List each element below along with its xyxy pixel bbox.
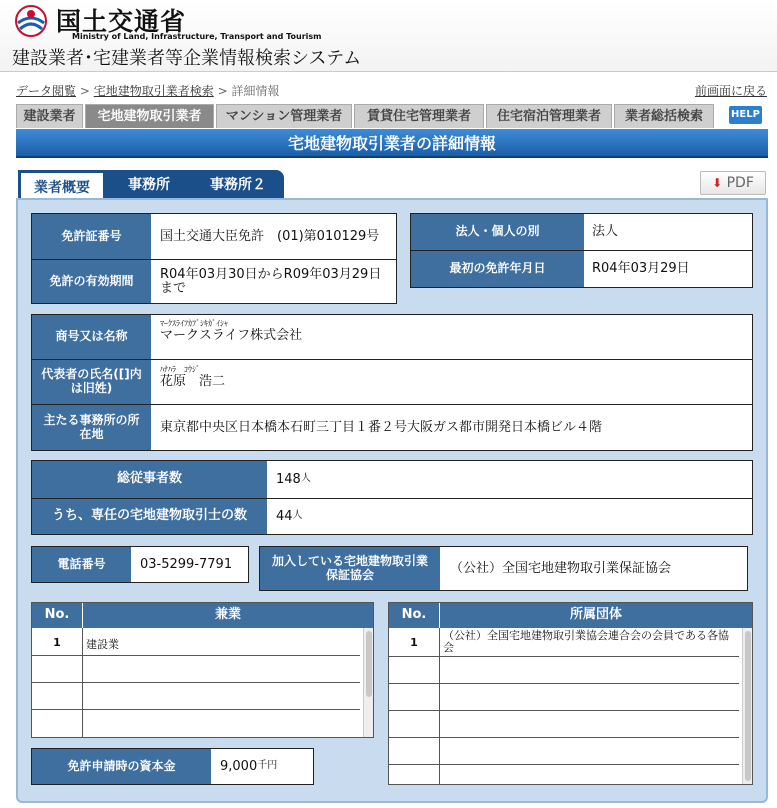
tab-real-estate[interactable]: 宅地建物取引業者 [85,104,214,128]
breadcrumb-separator: > [79,84,90,98]
association-box [259,546,748,591]
entity-box [410,213,753,288]
company-name-value: マークスライフ株式会社 [160,328,303,343]
tab-general-search[interactable]: 業者総括検索 [614,104,714,128]
tab-lodging-management[interactable]: 住宅宿泊管理業者 [486,104,612,128]
site-header [0,0,777,72]
dedicated-agents-label: うち、専任の宅地建物取引士の数 [32,499,267,534]
entity-type-label: 法人・個人の別 [411,214,584,250]
affiliations-row-name: （公社）全国宅地建物取引業協会連合会の会員である各協会 [443,629,729,654]
main-office-value: 東京都中央区日本橋本石町三丁目１番２号大阪ガス都市開発日本橋ビル４階 [160,419,603,435]
subtab-office[interactable]: 事務所 [106,170,192,200]
back-link[interactable]: 前画面に戻る [694,84,767,98]
total-staff-value: 148 [276,471,301,487]
pdf-button[interactable] [700,171,766,195]
company-box [31,314,753,451]
company-name-label: 商号又は名称 [32,315,151,359]
license-number-value: 国土交通大臣免許 (01)第010129号 [160,228,380,244]
breadcrumb-separator: > [217,84,228,98]
total-staff-unit: 人 [300,473,311,485]
capital-value: 9,000 [220,758,258,774]
affiliations-col-name: 所属団体 [440,603,752,628]
total-staff-cell [276,461,576,498]
association-value: （公社）全国宅地建物取引業保証協会 [450,560,672,576]
breadcrumb-search[interactable]: 宅地建物取引業者検索 [93,84,214,98]
license-number-label: 免許証番号 [32,214,151,259]
dedicated-agents-unit: 人 [292,510,303,522]
dedicated-agents-value: 44 [276,508,293,524]
affiliations-col-no: No. [389,603,439,628]
association-label: 加入している宅地建物取引業保証協会 [260,547,440,590]
detail-panel [16,198,768,803]
affiliations-row-no: 1 [410,636,418,649]
phone-label: 電話番号 [32,547,131,582]
first-license-value: R04年03月29日 [592,261,690,277]
capital-box [31,748,314,785]
representative-kana: ﾊﾅﾊﾗ ｺｳｼﾞ [160,365,200,374]
subtab-overview[interactable]: 業者概要 [18,170,106,200]
tab-construction[interactable]: 建設業者 [16,104,83,128]
entity-type-value: 法人 [592,224,619,240]
side-business-row-no: 1 [53,636,61,649]
side-business-scrollbar[interactable] [363,628,373,737]
tab-rental-management[interactable]: 賃貸住宅管理業者 [354,104,484,128]
company-name-kana: ﾏｰｸｽﾗｲﾌｶﾌﾞｼｷｶﾞｲｼｬ [160,319,228,328]
license-box [31,213,397,304]
side-business-col-name: 兼業 [83,603,373,628]
capital-label: 免許申請時の資本金 [32,749,211,784]
breadcrumb-data-browse[interactable]: データ閲覧 [16,84,77,98]
tab-condo-management[interactable]: マンション管理業者 [216,104,352,128]
capital-unit: 千円 [257,760,278,772]
affiliations-scrollbar[interactable] [742,628,752,784]
representative-cell [160,365,740,401]
ministry-logo-icon [14,5,48,37]
total-staff-label: 総従事者数 [32,461,267,498]
company-name-cell [160,319,740,355]
affiliations-table [388,602,753,785]
side-business-row-name: 建設業 [86,638,119,651]
pdf-icon: ⬇ [712,176,723,190]
capital-cell [220,749,310,784]
pdf-label: PDF [726,175,754,191]
breadcrumb-current: 詳細情報 [231,84,280,98]
dedicated-agents-cell [276,499,576,534]
side-business-col-no: No. [32,603,82,628]
subtab-office-2[interactable]: 事務所２ [192,170,284,200]
license-period-value: R04年03月30日からR09年03月29日まで [160,266,382,296]
help-button[interactable]: HELP [729,106,762,124]
representative-label: 代表者の氏名([]内は旧姓) [32,360,151,404]
staff-box [31,460,753,535]
license-period-label: 免許の有効期間 [32,260,151,303]
main-office-label: 主たる事務所の所在地 [32,405,151,450]
ministry-name-jp: 国土交通省 [56,7,187,36]
phone-value: 03-5299-7791 [140,556,233,572]
first-license-label: 最初の免許年月日 [411,251,584,287]
side-business-table [31,602,374,738]
ministry-name-en: Ministry of Land, Infrastructure, Transport and Tourism [72,32,322,41]
system-title: 建設業者･宅建業者等企業情報検索システム [12,48,362,69]
phone-box [31,546,249,583]
representative-value: 花原 浩二 [160,374,226,389]
breadcrumb [16,82,279,99]
page-title: 宅地建物取引業者の詳細情報 [16,129,768,158]
